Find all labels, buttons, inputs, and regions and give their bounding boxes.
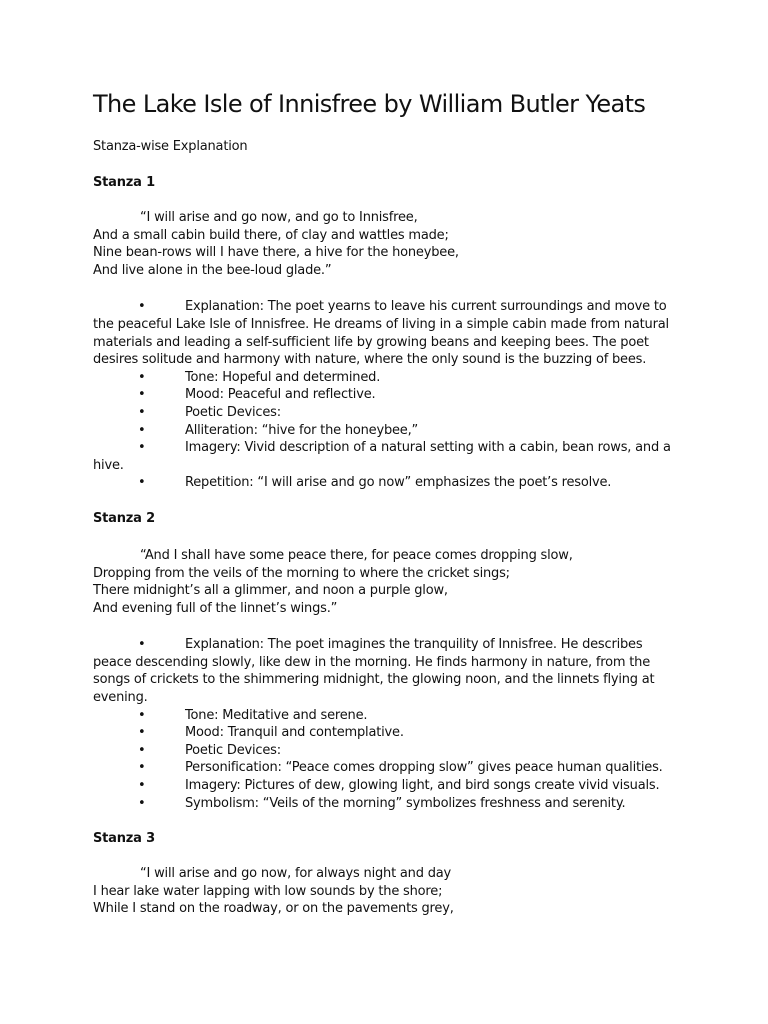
stanza-heading: Stanza 2 (93, 510, 155, 526)
list-item-text: Poetic Devices: (185, 404, 281, 420)
bullet-icon: • (138, 387, 146, 403)
bullet-list (93, 298, 673, 492)
verse-line: And live alone in the bee-loud glade.” (93, 262, 332, 278)
list-item-text: Alliteration: “hive for the honeybee,” (185, 422, 419, 438)
document-subtitle: Stanza-wise Explanation (93, 139, 248, 154)
list-item (93, 422, 673, 440)
bullet-icon: • (138, 795, 146, 811)
bullet-icon: • (138, 369, 146, 385)
verse-line: Nine bean-rows will I have there, a hive for the honeybee, (93, 245, 459, 261)
list-item (93, 439, 673, 474)
verse-line: There midnight’s all a glimmer, and noon a purple glow, (93, 583, 448, 599)
bullet-list (93, 636, 673, 812)
verse-line: And a small cabin build there, of clay and wattles made; (93, 227, 449, 243)
bullet-icon: • (138, 760, 146, 776)
bullet-icon: • (138, 707, 146, 723)
bullet-icon: • (138, 440, 146, 456)
bullet-icon: • (138, 742, 146, 758)
list-item-text: Imagery: Vivid description of a natural setting with a cabin, bean rows, and a hive. (93, 440, 671, 473)
list-item-text: Tone: Meditative and serene. (185, 707, 368, 723)
list-item (93, 707, 673, 725)
list-item-text: Explanation: The poet imagines the tranquility of Innisfree. He describes peace descending slowly, like dew in the morning. He finds harmony in nature, from the songs of crickets to the shimmering midnight, the glowing noon, and the linnets flying at evening. (93, 637, 655, 706)
verse-line: “I will arise and go now, for always night and day (140, 866, 452, 882)
list-item (93, 795, 673, 813)
list-item (93, 724, 673, 742)
list-item-text: Repetition: “I will arise and go now” emphasizes the poet’s resolve. (185, 475, 612, 491)
list-item (93, 404, 673, 422)
list-item-text: Personification: “Peace comes dropping slow” gives peace human qualities. (185, 760, 663, 776)
list-item (93, 474, 673, 492)
stanza-verse (93, 865, 768, 918)
list-item-text: Poetic Devices: (185, 742, 281, 758)
verse-line: I hear lake water lapping with low sounds by the shore; (93, 883, 443, 899)
verse-line: “I will arise and go now, and go to Innisfree, (140, 210, 418, 225)
bullet-icon: • (138, 475, 146, 491)
verse-line: While I stand on the roadway, or on the pavements grey, (93, 901, 454, 917)
list-item-text: Mood: Tranquil and contemplative. (185, 725, 404, 741)
list-item-text: Tone: Hopeful and determined. (185, 369, 381, 385)
stanza-heading: Stanza 3 (93, 831, 155, 847)
list-item (93, 386, 673, 404)
bullet-icon: • (138, 725, 146, 741)
verse-line: Dropping from the veils of the morning to where the cricket sings; (93, 565, 510, 581)
bullet-icon: • (138, 422, 146, 438)
list-item (93, 777, 673, 795)
list-item-text: Symbolism: “Veils of the morning” symbolizes freshness and serenity. (185, 795, 626, 811)
list-item-text: Mood: Peaceful and reflective. (185, 387, 376, 403)
list-item (93, 636, 673, 706)
list-item (93, 298, 673, 368)
bullet-icon: • (138, 299, 146, 315)
bullet-icon: • (138, 637, 146, 653)
list-item (93, 369, 673, 387)
list-item-text: Explanation: The poet yearns to leave his current surroundings and move to the peaceful Lake Isle of Innisfree. He dreams of living in a simple cabin made from natural materials and leading a self-sufficient life by growing beans and keeping bees. The poet desires solitude and harmony with nature, where the only sound is the buzzing of bees. (93, 299, 669, 368)
bullet-icon: • (138, 404, 146, 420)
verse-line: And evening full of the linnet’s wings.” (93, 600, 338, 616)
list-item (93, 742, 673, 760)
bullet-icon: • (138, 778, 146, 794)
list-item-text: Imagery: Pictures of dew, glowing light, and bird songs create vivid visuals. (185, 778, 660, 794)
stanza-verse (93, 547, 768, 617)
verse-line: “And I shall have some peace there, for peace comes dropping slow, (140, 547, 573, 563)
stanza-heading: Stanza 1 (93, 175, 155, 190)
document-title: The Lake Isle of Innisfree by William Butler Yeats (93, 90, 646, 118)
list-item (93, 759, 673, 777)
stanza-verse (93, 209, 768, 279)
